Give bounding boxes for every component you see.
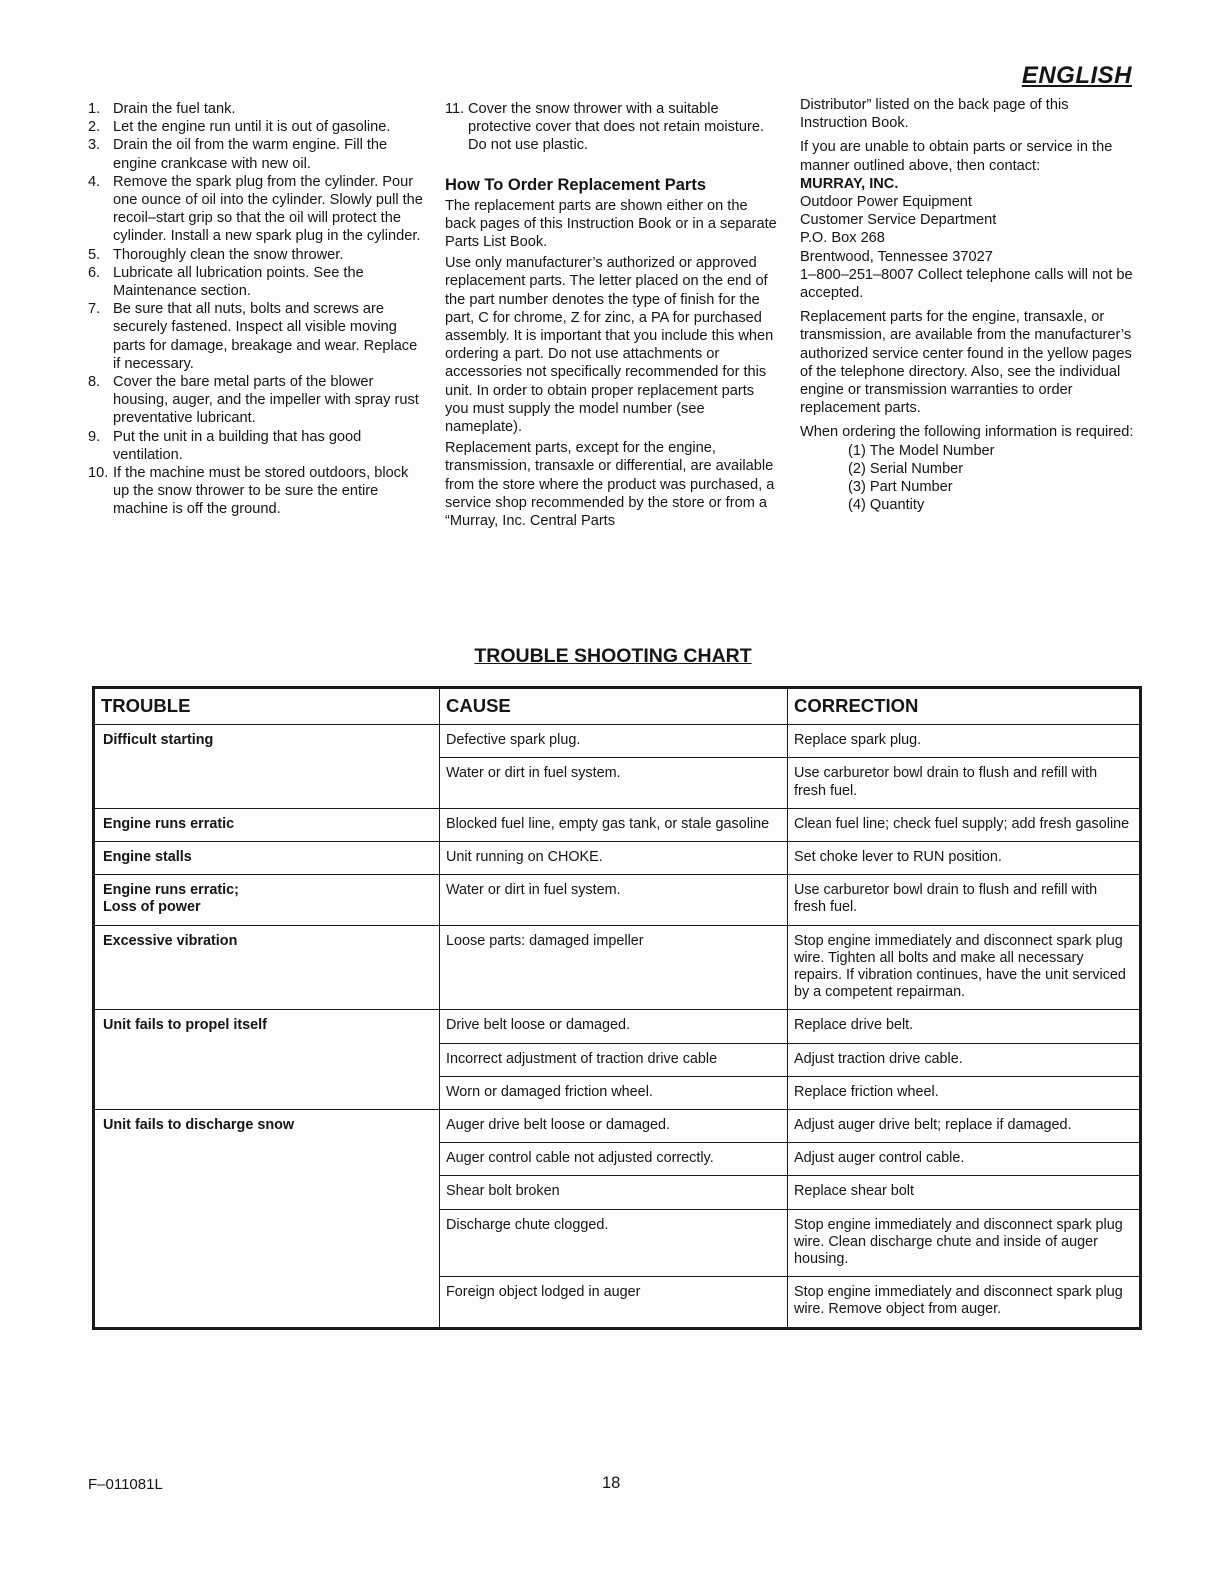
correction-cell: Stop engine immediately and disconnect spark plug wire. Tighten all bolts and make all necessary repairs. If vibration continues, have the unit serviced by a competent repairman.: [787, 925, 1140, 1010]
document-code: F–011081L: [88, 1476, 163, 1493]
table-row: [94, 1010, 1141, 1043]
cause-cell: Defective spark plug.: [439, 725, 787, 758]
list-item: 9. Put the unit in a building that has good ventilation.: [88, 428, 362, 463]
correction-cell: Adjust auger drive belt; replace if damaged.: [787, 1110, 1140, 1143]
list-item: (3) Part Number: [848, 479, 953, 496]
cause-cell: Incorrect adjustment of traction drive cable: [439, 1043, 787, 1076]
chart-title: TROUBLE SHOOTING CHART: [474, 645, 752, 667]
contact-address: [800, 175, 1135, 302]
cause-cell: Water or dirt in fuel system.: [439, 875, 787, 925]
list-item: 11. Cover the snow thrower with a suitable protective cover that does not retain moisture. Do not use plastic.: [445, 101, 765, 154]
troubleshooting-table: [92, 686, 1142, 1330]
cause-cell: Loose parts: damaged impeller: [439, 925, 787, 1010]
trouble-cell: Engine runs erratic: [94, 808, 440, 841]
order-parts-paragraph: The replacement parts are shown either on the back pages of this Instruction Book or in a separate Parts List Book.: [445, 197, 777, 251]
list-item: 3. Drain the oil from the warm engine. Fill the engine crankcase with new oil.: [88, 137, 388, 172]
list-item: 7. Be sure that all nuts, bolts and screws are securely fastened. Inspect all visible moving parts for damage, breakage and wear. Replace if necessary.: [88, 301, 418, 372]
header-correction: CORRECTION: [787, 688, 1140, 725]
page-number: 18: [602, 1474, 621, 1492]
trouble-cell: Engine runs erratic; Loss of power: [94, 875, 440, 925]
engine-parts-paragraph: Replacement parts for the engine, transaxle, or transmission, are available from the manufacturer’s authorized service center found in the yellow pages of the telephone directory. Also, see the individual engine or transmission warranties to order replacement parts.: [800, 309, 1132, 417]
address-line: Brentwood, Tennessee 37027: [800, 248, 993, 265]
correction-cell: Replace drive belt.: [787, 1010, 1140, 1043]
cause-cell: Unit running on CHOKE.: [439, 842, 787, 875]
storage-steps-list: [88, 100, 428, 519]
correction-cell: Replace spark plug.: [787, 725, 1140, 758]
correction-cell: Stop engine immediately and disconnect spark plug wire. Clean discharge chute and inside of auger housing.: [787, 1209, 1140, 1277]
list-item: (4) Quantity: [848, 497, 925, 514]
storage-steps-column: [88, 100, 428, 519]
cause-cell: Discharge chute clogged.: [439, 1209, 787, 1277]
cause-cell: Foreign object lodged in auger: [439, 1277, 787, 1328]
contact-intro: If you are unable to obtain parts or service in the manner outlined above, then contact:: [800, 139, 1113, 174]
list-item: (1) The Model Number: [848, 442, 995, 459]
list-item: 5. Thoroughly clean the snow thrower.: [88, 246, 344, 263]
list-item: 4. Remove the spark plug from the cylinder. Pour one ounce of oil into the cylinder. Slowly pull the recoil–start grip so that the oil will protect the cylinder. Install a new spark plug in the cylinder.: [88, 173, 423, 245]
correction-cell: Replace friction wheel.: [787, 1076, 1140, 1109]
cause-cell: Water or dirt in fuel system.: [439, 758, 787, 808]
trouble-cell: Engine stalls: [94, 842, 440, 875]
contact-column: [800, 96, 1135, 514]
table-row: [94, 725, 1141, 758]
trouble-cell: Difficult starting: [94, 725, 440, 809]
correction-cell: Use carburetor bowl drain to flush and refill with fresh fuel.: [787, 758, 1140, 808]
address-line: P.O. Box 268: [800, 230, 885, 247]
order-parts-paragraph: Use only manufacturer’s authorized or approved replacement parts. The letter placed on the end of the part number denotes the type of finish for the part, C for chrome, Z for zinc, a PA for purchased assembly. It is important that you include this when ordering a part. Do not use attachments or accessories not specifically recommended for this unit. In order to obtain proper replacement parts you must supply the model number (see nameplate).: [445, 255, 774, 436]
list-item: (2) Serial Number: [848, 460, 964, 477]
list-item: 1. Drain the fuel tank.: [88, 101, 236, 117]
language-label: ENGLISH: [1021, 62, 1132, 89]
address-line: Outdoor Power Equipment: [800, 194, 972, 211]
correction-cell: Use carburetor bowl drain to flush and refill with fresh fuel.: [787, 875, 1140, 925]
order-parts-paragraph-continued: Distributor” listed on the back page of this Instruction Book.: [800, 97, 1069, 132]
order-parts-paragraph: Replacement parts, except for the engine, transmission, transaxle or differential, are available from the store where the product was purchased, a service shop recommended by the store or from a “Murray, Inc. Central Parts: [445, 440, 775, 530]
order-parts-heading: How To Order Replacement Parts: [445, 175, 707, 194]
list-item: 10. If the machine must be stored outdoors, block up the snow thrower to be sure the entire machine is off the ground.: [88, 465, 409, 518]
phone-line: 1–800–251–8007 Collect telephone calls will not be accepted.: [800, 266, 1133, 302]
correction-cell: Adjust traction drive cable.: [787, 1043, 1140, 1076]
order-parts-column: [445, 100, 780, 533]
header-trouble: TROUBLE: [94, 688, 440, 725]
cause-cell: Auger drive belt loose or damaged.: [439, 1110, 787, 1143]
trouble-cell: Unit fails to discharge snow: [94, 1110, 440, 1329]
correction-cell: Clean fuel line; check fuel supply; add fresh gasoline: [787, 808, 1140, 841]
cause-cell: Drive belt loose or damaged.: [439, 1010, 787, 1043]
cause-cell: Worn or damaged friction wheel.: [439, 1076, 787, 1109]
cause-cell: Shear bolt broken: [439, 1176, 787, 1209]
table-row: [94, 808, 1141, 841]
correction-cell: Adjust auger control cable.: [787, 1143, 1140, 1176]
table-row: [94, 1110, 1141, 1143]
cause-cell: Blocked fuel line, empty gas tank, or stale gasoline: [439, 808, 787, 841]
table-row: [94, 842, 1141, 875]
correction-cell: Set choke lever to RUN position.: [787, 842, 1140, 875]
list-item: 8. Cover the bare metal parts of the blower housing, auger, and the impeller with spray rust preventative lubricant.: [88, 374, 419, 427]
header-cause: CAUSE: [439, 688, 787, 725]
company-name: MURRAY, INC.: [800, 175, 899, 192]
trouble-cell: Unit fails to propel itself: [94, 1010, 440, 1110]
trouble-cell: Excessive vibration: [94, 925, 440, 1010]
storage-steps-continued: [445, 100, 780, 155]
required-info-list: [800, 442, 1135, 515]
table-row: [94, 925, 1141, 1010]
table-row: [94, 875, 1141, 925]
table-header-row: [94, 688, 1141, 725]
correction-cell: Replace shear bolt: [787, 1176, 1140, 1209]
cause-cell: Auger control cable not adjusted correctly.: [439, 1143, 787, 1176]
list-item: 6. Lubricate all lubrication points. See the Maintenance section.: [88, 264, 364, 300]
ordering-info-paragraph: When ordering the following information is required:: [800, 424, 1134, 441]
address-line: Customer Service Department: [800, 212, 997, 229]
correction-cell: Stop engine immediately and disconnect spark plug wire. Remove object from auger.: [787, 1277, 1140, 1328]
list-item: 2. Let the engine run until it is out of gasoline.: [88, 119, 391, 136]
